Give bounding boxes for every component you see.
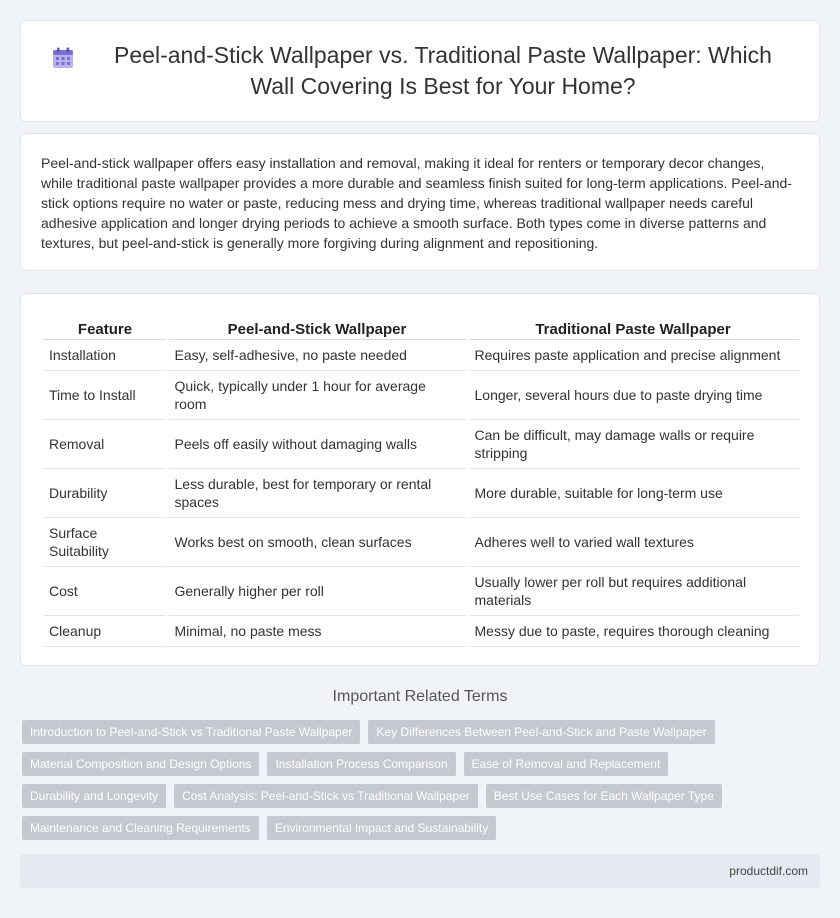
table-header-row bbox=[43, 312, 799, 339]
row-feature: Durability bbox=[43, 468, 167, 517]
related-term-tag[interactable]: Best Use Cases for Each Wallpaper Type bbox=[486, 784, 722, 808]
row-feature: Removal bbox=[43, 419, 167, 468]
table-row bbox=[43, 370, 799, 419]
related-term-tag[interactable]: Maintenance and Cleaning Requirements bbox=[22, 816, 259, 840]
related-term-tag[interactable]: Cost Analysis: Peel-and-Stick vs Traditional Wallpaper bbox=[174, 784, 478, 808]
footer bbox=[20, 854, 820, 888]
page-title: Peel-and-Stick Wallpaper vs. Traditional Paste Wallpaper: Which Wall Covering Is Best for Your Home? bbox=[114, 42, 772, 99]
calendar-icon bbox=[51, 46, 75, 70]
row-peel-and-stick: Generally higher per roll bbox=[167, 566, 467, 615]
title-card bbox=[20, 20, 820, 122]
related-term-tag[interactable]: Durability and Longevity bbox=[22, 784, 166, 808]
header-peel-and-stick: Peel-and-Stick Wallpaper bbox=[167, 312, 467, 339]
row-traditional: Longer, several hours due to paste drying time bbox=[467, 370, 799, 419]
row-feature: Cost bbox=[43, 566, 167, 615]
table-row bbox=[43, 517, 799, 566]
header-feature: Feature bbox=[43, 312, 167, 339]
related-term-tag[interactable]: Ease of Removal and Replacement bbox=[464, 752, 669, 776]
row-peel-and-stick: Peels off easily without damaging walls bbox=[167, 419, 467, 468]
title-wrap bbox=[21, 21, 819, 121]
comparison-table-card bbox=[20, 293, 820, 666]
table-row bbox=[43, 566, 799, 615]
intro-paragraph: Peel-and-stick wallpaper offers easy installation and removal, making it ideal for renters or temporary decor changes, while traditional paste wallpaper provides a more durable and seamless finish suited for long-term applications. Peel-and-stick options require no water or paste, reducing mess and drying time, whereas traditional wallpaper needs careful adhesive application and longer drying periods to achieve a smooth surface. Both types come in diverse patterns and textures, but peel-and-stick is generally more forgiving during alignment and repositioning. bbox=[41, 155, 792, 251]
row-traditional: Messy due to paste, requires thorough cleaning bbox=[467, 615, 799, 646]
table-row bbox=[43, 419, 799, 468]
row-feature: Cleanup bbox=[43, 615, 167, 646]
row-traditional: Usually lower per roll but requires additional materials bbox=[467, 566, 799, 615]
related-term-tag[interactable]: Key Differences Between Peel-and-Stick and Paste Wallpaper bbox=[368, 720, 714, 744]
table-row bbox=[43, 468, 799, 517]
row-peel-and-stick: Less durable, best for temporary or rental spaces bbox=[167, 468, 467, 517]
table-row bbox=[43, 339, 799, 370]
row-peel-and-stick: Minimal, no paste mess bbox=[167, 615, 467, 646]
row-feature: Installation bbox=[43, 339, 167, 370]
row-peel-and-stick: Quick, typically under 1 hour for average room bbox=[167, 370, 467, 419]
row-traditional: Can be difficult, may damage walls or require stripping bbox=[467, 419, 799, 468]
footer-site-link[interactable]: productdif.com bbox=[729, 864, 808, 878]
row-peel-and-stick: Works best on smooth, clean surfaces bbox=[167, 517, 467, 566]
related-terms-list bbox=[22, 720, 822, 848]
row-traditional: Adheres well to varied wall textures bbox=[467, 517, 799, 566]
related-terms-heading: Important Related Terms bbox=[332, 688, 508, 705]
row-traditional: Requires paste application and precise alignment bbox=[467, 339, 799, 370]
header-traditional: Traditional Paste Wallpaper bbox=[467, 312, 799, 339]
row-traditional: More durable, suitable for long-term use bbox=[467, 468, 799, 517]
comparison-table bbox=[43, 312, 799, 647]
intro-card bbox=[20, 133, 820, 271]
related-term-tag[interactable]: Introduction to Peel-and-Stick vs Traditional Paste Wallpaper bbox=[22, 720, 360, 744]
row-peel-and-stick: Easy, self-adhesive, no paste needed bbox=[167, 339, 467, 370]
related-term-tag[interactable]: Material Composition and Design Options bbox=[22, 752, 259, 776]
table-row bbox=[43, 615, 799, 646]
related-term-tag[interactable]: Environmental Impact and Sustainability bbox=[267, 816, 496, 840]
related-term-tag[interactable]: Installation Process Comparison bbox=[267, 752, 455, 776]
row-feature: Time to Install bbox=[43, 370, 167, 419]
row-feature: Surface Suitability bbox=[43, 517, 167, 566]
